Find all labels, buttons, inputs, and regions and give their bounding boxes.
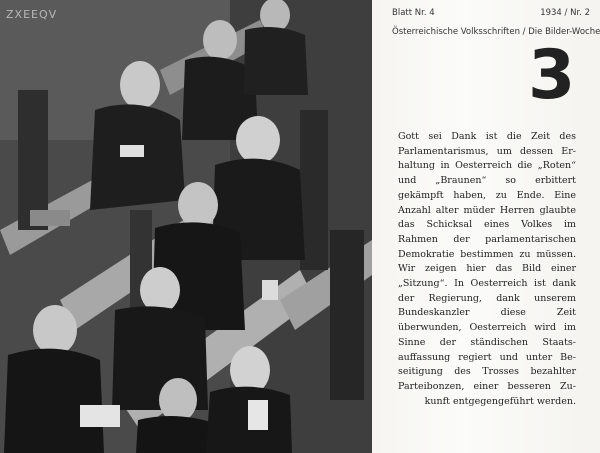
publication-title: Österreichische Volksschriften / Die Bilder-Woche: [392, 27, 600, 37]
issue-number: 1934 / Nr. 2: [540, 8, 590, 18]
page-number: 3: [528, 36, 576, 115]
article-text: Gott sei Dank ist die Zeit des Parlamentarismus, um dessen Erhaltung in Oesterreich die „Roten“ und „Braunen“ so erbittert gekämpft haben, zu Ende. Eine Anzahl alter müder Herren glaubte das Schicksal eines Volkes im Rahmen der parlamentarischen Demokratie bestimmen zu müssen. Wir zeigen hier das Bild einer „Sitzung“. In Oesterreich ist dank der Regierung, dank unserem Bundeskanzler diese Zeit überwunden, Oesterreich wird im Sinne der ständischen Staatsauffassung regiert und unter Beseitigung des Trosses bezahlter Parteibonzen, einer besseren Zukunft entgegengeführt werden.: [398, 131, 576, 407]
sheet-number: Blatt Nr. 4: [392, 8, 435, 18]
watermark-text: ZXEEQV: [6, 8, 58, 21]
